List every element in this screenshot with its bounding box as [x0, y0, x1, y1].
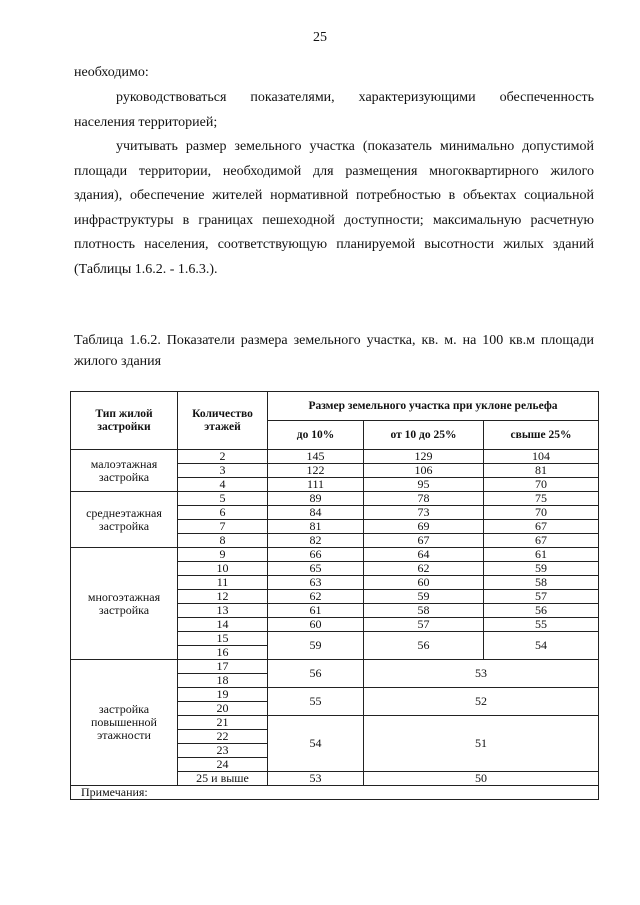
paragraph-guideline-2: учитывать размер земельного участка (показатель минимально допустимой площади территории, необходимой для размещения многоквартирного жилого здания), обеспечение жителей нормативной потребностью в объектах социальной инфраструктуры в границах пешеходной доступности; максимальную расчетную плотность населения, соответствующую планируемой высотности жилых зданий (Таблицы 1.6.2. - 1.6.3.).	[74, 139, 594, 277]
cell-value: 145	[268, 450, 364, 464]
cell-value: 51	[364, 716, 599, 772]
cell-floors: 5	[178, 492, 268, 506]
cell-value: 54	[268, 716, 364, 772]
cell-value: 60	[364, 576, 484, 590]
cell-value: 56	[364, 632, 484, 660]
cell-floors: 10	[178, 562, 268, 576]
group-high-rise: застройка повышенной этажности	[71, 660, 178, 786]
cell-value: 67	[364, 534, 484, 548]
group-mid-rise: среднеэтажная застройка	[71, 492, 178, 548]
cell-value: 57	[484, 590, 599, 604]
cell-floors: 25 и выше	[178, 772, 268, 786]
cell-value: 62	[268, 590, 364, 604]
cell-value: 66	[268, 548, 364, 562]
cell-floors: 15	[178, 632, 268, 646]
cell-floors: 6	[178, 506, 268, 520]
cell-value: 67	[484, 534, 599, 548]
cell-value: 69	[364, 520, 484, 534]
cell-value: 57	[364, 618, 484, 632]
cell-value: 78	[364, 492, 484, 506]
cell-value: 73	[364, 506, 484, 520]
cell-value: 106	[364, 464, 484, 478]
cell-value: 60	[268, 618, 364, 632]
header-slope-10-25: от 10 до 25%	[364, 421, 484, 450]
header-floors: Количество этажей	[178, 392, 268, 450]
cell-value: 58	[484, 576, 599, 590]
cell-value: 55	[268, 688, 364, 716]
cell-value: 52	[364, 688, 599, 716]
cell-value: 62	[364, 562, 484, 576]
cell-floors: 16	[178, 646, 268, 660]
cell-value: 111	[268, 478, 364, 492]
cell-value: 63	[268, 576, 364, 590]
cell-value: 59	[484, 562, 599, 576]
paragraph-intro: необходимо:	[74, 65, 149, 80]
cell-floors: 12	[178, 590, 268, 604]
cell-value: 59	[268, 632, 364, 660]
cell-value: 59	[364, 590, 484, 604]
cell-value: 81	[268, 520, 364, 534]
cell-value: 104	[484, 450, 599, 464]
cell-value: 64	[364, 548, 484, 562]
cell-value: 82	[268, 534, 364, 548]
cell-value: 95	[364, 478, 484, 492]
cell-floors: 11	[178, 576, 268, 590]
cell-value: 67	[484, 520, 599, 534]
cell-value: 53	[364, 660, 599, 688]
cell-floors: 20	[178, 702, 268, 716]
table-caption: Таблица 1.6.2. Показатели размера земельного участка, кв. м. на 100 кв.м площади жилого здания	[74, 333, 594, 369]
page-number: 25	[313, 30, 327, 45]
cell-value: 122	[268, 464, 364, 478]
cell-value: 61	[484, 548, 599, 562]
cell-value: 84	[268, 506, 364, 520]
land-plot-size-table	[70, 391, 599, 800]
cell-value: 75	[484, 492, 599, 506]
cell-floors: 17	[178, 660, 268, 674]
header-slope-up-to-10: до 10%	[268, 421, 364, 450]
cell-value: 54	[484, 632, 599, 660]
cell-value: 70	[484, 506, 599, 520]
cell-floors: 22	[178, 730, 268, 744]
table-notes: Примечания:	[71, 786, 599, 800]
cell-value: 65	[268, 562, 364, 576]
cell-value: 50	[364, 772, 599, 786]
header-building-type: Тип жилой застройки	[71, 392, 178, 450]
cell-value: 56	[484, 604, 599, 618]
cell-value: 81	[484, 464, 599, 478]
cell-floors: 21	[178, 716, 268, 730]
cell-floors: 18	[178, 674, 268, 688]
cell-floors: 14	[178, 618, 268, 632]
cell-value: 89	[268, 492, 364, 506]
paragraph-guideline-1: руководствоваться показателями, характеризующими обеспеченность населения территорией;	[74, 90, 594, 130]
cell-value: 58	[364, 604, 484, 618]
cell-floors: 19	[178, 688, 268, 702]
group-multi-storey: многоэтажная застройка	[71, 548, 178, 660]
group-low-rise: малоэтажная застройка	[71, 450, 178, 492]
cell-floors: 2	[178, 450, 268, 464]
cell-floors: 9	[178, 548, 268, 562]
cell-floors: 24	[178, 758, 268, 772]
cell-floors: 23	[178, 744, 268, 758]
cell-value: 70	[484, 478, 599, 492]
cell-value: 55	[484, 618, 599, 632]
cell-floors: 7	[178, 520, 268, 534]
cell-floors: 4	[178, 478, 268, 492]
header-plot-size: Размер земельного участка при уклоне рельефа	[268, 392, 599, 421]
cell-value: 53	[268, 772, 364, 786]
cell-value: 61	[268, 604, 364, 618]
cell-value: 129	[364, 450, 484, 464]
cell-floors: 13	[178, 604, 268, 618]
cell-floors: 8	[178, 534, 268, 548]
header-slope-over-25: свыше 25%	[484, 421, 599, 450]
cell-value: 56	[268, 660, 364, 688]
cell-floors: 3	[178, 464, 268, 478]
